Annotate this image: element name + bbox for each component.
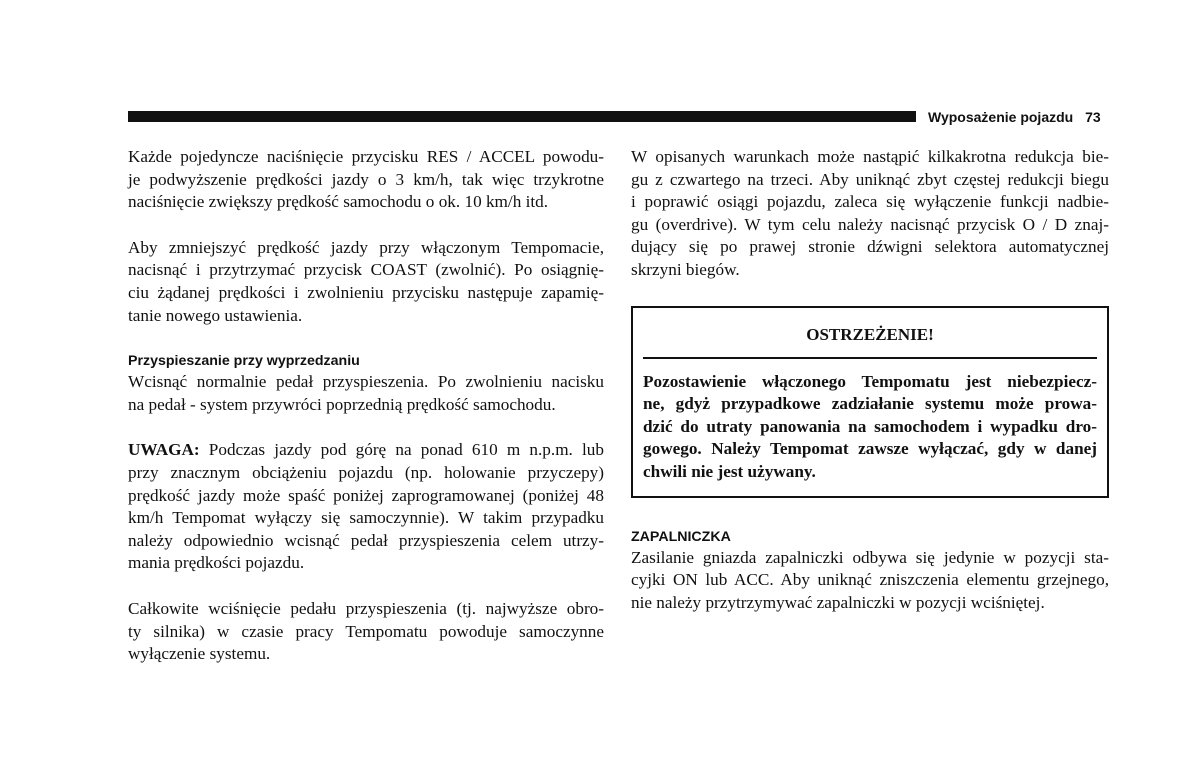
text-line: W opisanych warunkach może nastąpić kilkakrotna redukcja bie- xyxy=(631,147,1109,166)
text-line: gu (overdrive). W tym celu należy nacisnąć przycisk O / D znaj- xyxy=(631,214,1109,234)
running-header xyxy=(928,108,1101,126)
text-line: gu z czwartego na trzeci. Aby uniknąć zbyt częstej redukcji biegu xyxy=(631,169,1109,189)
text-line: dujący się po prawej stronie dźwigni selektora automatycznej xyxy=(631,237,1109,257)
text-line: tanie nowego ustawienia. xyxy=(128,305,303,325)
text-line: należy odpowiednio wcisnąć pedał przyspieszenia celem utrzy- xyxy=(128,530,604,550)
text-line: Zasilanie gniazda zapalniczki odbywa się jedynie w pozycji sta- xyxy=(631,547,1109,567)
text-line: Pozostawienie włączonego Tempomatu jest niebezpiecz- xyxy=(643,371,1097,391)
text-line: Całkowite wciśnięcie pedału przyspieszenia (tj. najwyższe obro- xyxy=(128,598,604,618)
text-line: ciu żądanej prędkości i zwolnieniu przycisku następuje zapamię- xyxy=(128,282,604,302)
text-line: nacisnąć i przytrzymać przycisk COAST (zwolnić). Po osiągnię- xyxy=(128,260,604,280)
text-line: Wcisnąć normalnie pedał przyspieszenia. Po zwolnieniu nacisku xyxy=(128,372,604,392)
spacer xyxy=(631,498,1109,526)
text-line: nie należy przytrzymywać zapalniczki w pozycji wciśniętej. xyxy=(631,592,1045,612)
text-line: naciśnięcie zwiększy prędkość samochodu o ok. 10 km/h itd. xyxy=(128,192,549,212)
text-line: ty silnika) w czasie pracy Tempomatu powoduje samoczynne xyxy=(128,621,604,641)
text-line: je podwyższenie prędkości jazdy o 3 km/h, tak więc trzykrotne xyxy=(128,169,604,189)
text-line: prędkość jazdy może spaść poniżej zaprogramowanej (poniżej 48 xyxy=(128,485,604,505)
text-line: gowego. Należy Tempomat zawsze wyłączać, gdy w danej xyxy=(643,439,1097,459)
warning-box xyxy=(631,306,1109,498)
left-column xyxy=(128,146,604,689)
paragraph-lighter xyxy=(631,547,1109,615)
paragraph-note xyxy=(128,439,604,575)
warning-rule xyxy=(643,357,1097,359)
section-title: Wyposażenie pojazdu xyxy=(928,109,1074,125)
page-number: 73 xyxy=(1085,109,1101,125)
text-line: przy znacznym obciążeniu pojazdu (np. holowanie przyczepy) xyxy=(128,462,604,482)
text-line: na pedał - system przywróci poprzednią prędkość samochodu. xyxy=(128,394,556,414)
text-line: ne, gdyż przypadkowe zadziałanie systemu może prowa- xyxy=(643,394,1097,414)
right-column xyxy=(631,146,1109,637)
text-line: wyłączenie systemu. xyxy=(128,644,271,664)
heading-lighter: ZAPALNICZKA xyxy=(631,528,731,545)
text-line: chwili nie jest używany. xyxy=(643,461,816,481)
text-line: mania prędkości pojazdu. xyxy=(128,553,305,573)
text-line: Aby zmniejszyć prędkość jazdy przy włączonym Tempomacie, xyxy=(128,237,604,257)
text-line: dzić do utraty panowania na samochodem i wypadku dro- xyxy=(643,416,1097,436)
note-text: Podczas jazdy pod górę na ponad 610 m n.p.m. lub xyxy=(199,440,604,460)
header-rule xyxy=(128,111,916,122)
note-label: UWAGA: xyxy=(128,440,200,460)
paragraph-overtaking xyxy=(128,371,604,416)
paragraph-full-throttle xyxy=(128,598,604,666)
text-line: km/h Tempomat wyłączy się samoczynnie). W takim przypadku xyxy=(128,508,604,528)
warning-text xyxy=(643,371,1097,484)
paragraph-coast xyxy=(128,237,604,327)
warning-title: OSTRZEŻENIE! xyxy=(806,324,934,344)
text-line: skrzyni biegów. xyxy=(631,259,740,279)
paragraph-res-accel xyxy=(128,146,604,214)
paragraph-overdrive xyxy=(631,146,1109,282)
heading-overtaking: Przyspieszanie przy wyprzedzaniu xyxy=(128,353,360,370)
text-line: i poprawić osiągi pojazdu, zaleca się wyłączenie funkcji nadbie- xyxy=(631,192,1109,212)
text-line: cyjki ON lub ACC. Aby uniknąć zniszczenia elementu grzejnego, xyxy=(631,570,1109,590)
text-line xyxy=(128,439,604,462)
text-line: Każde pojedyncze naciśnięcie przycisku RES / ACCEL powodu- xyxy=(128,147,604,166)
